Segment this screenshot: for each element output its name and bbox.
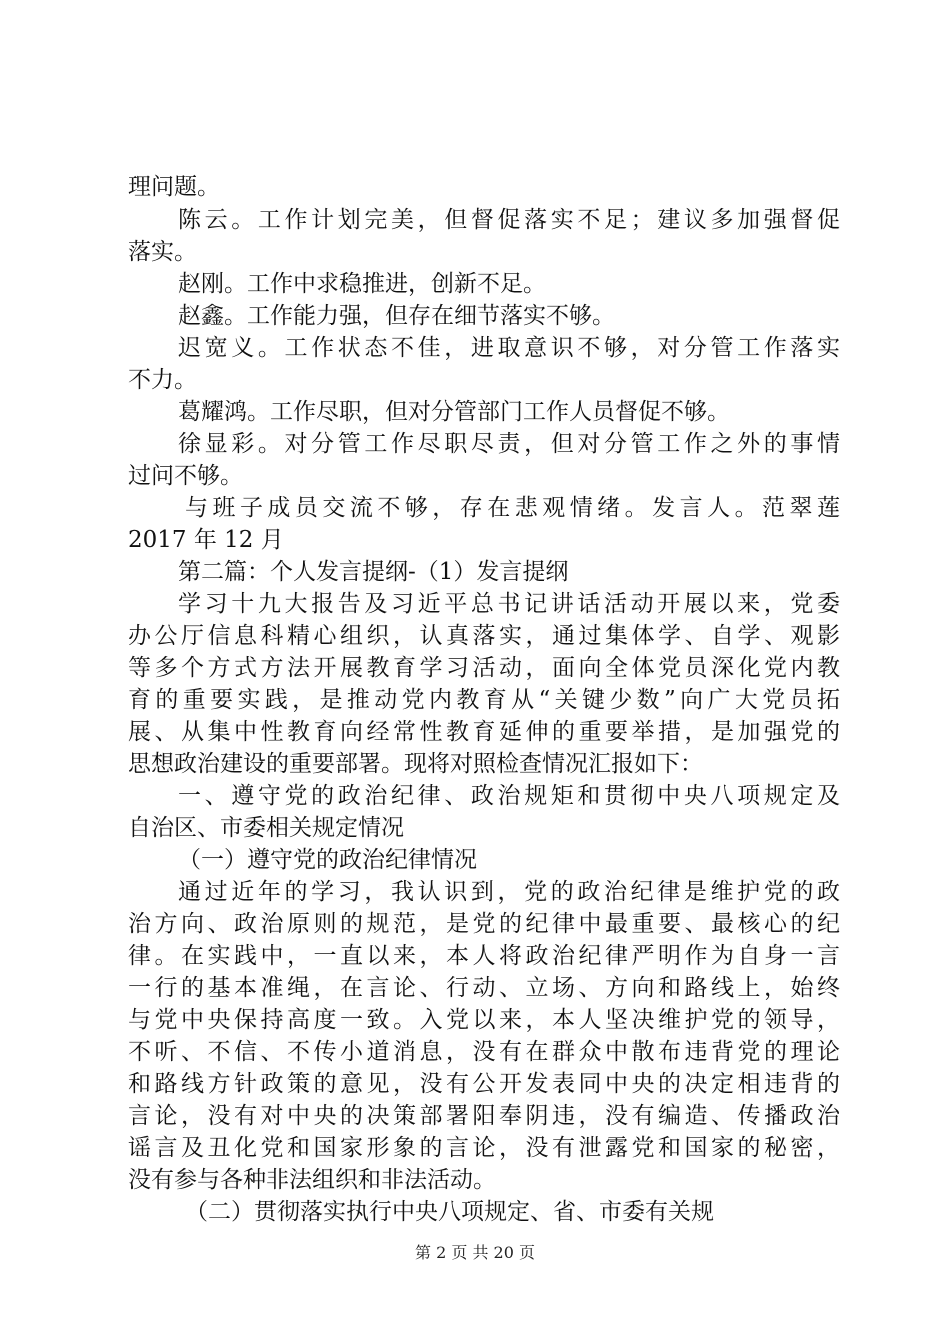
body-line: 理问题。	[128, 174, 220, 200]
subheading-line: （二）贯彻落实执行中央八项规定、省、市委有关规	[185, 1199, 714, 1225]
body-line: 治方向、政治原则的规范，是党的纪律中最重要、最核心的纪	[128, 911, 840, 937]
body-line: 与党中央保持高度一致。入党以来，本人坚决维护党的领导，	[128, 1007, 840, 1033]
body-line: 育的重要实践，是推动党内教育从“关键少数”向广大党员拓	[128, 687, 840, 713]
body-line: 和路线方针政策的意见，没有公开发表同中央的决定相违背的	[128, 1071, 840, 1097]
body-line: 办公厅信息科精心组织，认真落实，通过集体学、自学、观影	[128, 623, 840, 649]
body-line: 学习十九大报告及习近平总书记讲话活动开展以来，党委	[178, 591, 840, 617]
body-line: 迟宽义。工作状态不佳，进取意识不够，对分管工作落实	[178, 335, 840, 361]
page-footer: 第 2 页 共 20 页	[415, 1243, 535, 1262]
body-line: 赵鑫。工作能力强，但存在细节落实不够。	[178, 303, 615, 329]
body-line: 言论，没有对中央的决策部署阳奉阴违，没有编造、传播政治	[128, 1103, 840, 1129]
body-line: 没有参与各种非法组织和非法活动。	[128, 1167, 496, 1193]
subheading-line: 一、遵守党的政治纪律、政治规矩和贯彻中央八项规定及	[178, 783, 840, 809]
body-line: 通过近年的学习，我认识到，党的政治纪律是维护党的政	[178, 879, 840, 905]
body-line: 不力。	[128, 367, 197, 393]
body-line: 落实。	[128, 239, 197, 265]
body-line: 一行的基本准绳，在言论、行动、立场、方向和路线上，始终	[128, 975, 840, 1001]
body-line: 展、从集中性教育向经常性教育延伸的重要举措，是加强党的	[128, 719, 840, 745]
body-line: 谣言及丑化党和国家形象的言论，没有泄露党和国家的秘密，	[128, 1135, 840, 1161]
section-heading: 第二篇：个人发言提纲-（1）发言提纲	[178, 559, 569, 585]
body-line: 徐显彩。对分管工作尽职尽责，但对分管工作之外的事情	[178, 431, 840, 457]
body-line: 陈云。工作计划完美，但督促落实不足；建议多加强督促	[178, 207, 840, 233]
subheading-line: 自治区、市委相关规定情况	[128, 815, 404, 841]
body-line: 与班子成员交流不够，存在悲观情绪。发言人。范翠莲	[185, 495, 840, 521]
body-line: 等多个方式方法开展教育学习活动，面向全体党员深化党内教	[128, 655, 840, 681]
body-line: 赵刚。工作中求稳推进，创新不足。	[178, 271, 546, 297]
body-line: 律。在实践中，一直以来，本人将政治纪律严明作为自身一言	[128, 943, 840, 969]
body-line: 葛耀鸿。工作尽职，但对分管部门工作人员督促不够。	[178, 399, 730, 425]
date-line: 2017 年 12 月	[128, 527, 284, 553]
body-line: 过问不够。	[128, 463, 243, 489]
body-line: 不听、不信、不传小道消息，没有在群众中散布违背党的理论	[128, 1039, 840, 1065]
subheading-line: （一）遵守党的政治纪律情况	[178, 847, 477, 873]
body-line: 思想政治建设的重要部署。现将对照检查情况汇报如下：	[128, 751, 703, 777]
